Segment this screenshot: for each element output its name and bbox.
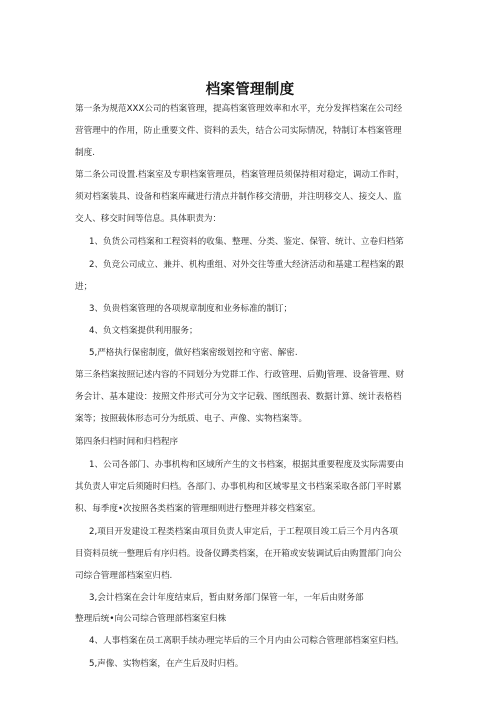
list-item: 3、负贵档案管理的各项规章制度和业务标准的制订；	[89, 304, 293, 314]
list-item: 4、人事档案在员工离职手续办理完毕后的三个月内由公司粽合管理部档案室归档。	[89, 636, 404, 646]
paragraph-line: 第一条为规范XXX公司的档案管理，提高档案管理效率和水平，充分发挥档案在公司经	[75, 104, 403, 114]
paragraph-line: 交人、移交时间等信息。具体职责为：	[75, 214, 222, 224]
document-title: 档案管理制度	[205, 82, 295, 98]
paragraph-line: 营管理中的作用，防止重要文件、资料的丢失，结合公司实际情况，特制订本档案管理	[75, 126, 402, 136]
list-item-continuation: 整理后统•向公司综合管理部档案室归株	[75, 614, 227, 624]
list-item: 4、负文档案提供利用服务；	[89, 326, 198, 336]
list-item: 5,严格执行保密制度，做好档案密级划控和守密、解密.	[89, 348, 298, 358]
paragraph-line: 制度.	[75, 148, 95, 158]
list-item-continuation: 目资料员统一整理后有序归档。设备仪蹲类档案，在开箱或安装调试后由购置部门向公	[75, 549, 402, 559]
list-item-continuation: 积、每季度•次按照各类档案的管理细则进行整理并移交档案室。	[75, 504, 321, 514]
paragraph-line: 须对档案装具、设备和档案库藏进行清点并制作移交清册，并注明移交人、接交人、监	[75, 192, 402, 202]
paragraph-line: 案等；按照载体形态可分为纸质、电子、声像、实物档案等。	[75, 414, 308, 424]
list-item: 2,项目开发建设工程类档案由项目负责人审定后，于工程项目竣工后三个月内各项	[89, 527, 398, 537]
list-item: 1、公司各部门、办事机构和区域所产生的文书档案，根据其重要程度及实际需要由	[89, 460, 404, 470]
paragraph-line: 第二条公司设置.档案室及专职档案管理员，档案管理员须保持相对稳定，调动工作时，	[75, 170, 405, 180]
list-item: 3,会计档案在会计年度结束后，暂由财务部门保管一年，一年后由财务部	[89, 593, 364, 603]
list-item: 5,声像、实物档案，在产生后及时归档。	[89, 659, 244, 669]
paragraph-line: 务会计、基本建设：按照文件形式可分为文字记载、图纸图表、数据计算、统计表格档	[75, 392, 402, 402]
list-item-continuation: 其负责人审定后须随时归档。各部门、办事机构和区域零星文书档案采取各部门平时累	[75, 482, 402, 492]
list-item-continuation: 进；	[75, 282, 93, 292]
section-heading: 第四条归档时间和归档程序	[75, 437, 179, 447]
list-item-continuation: 司综合管理部档案室归档.	[75, 571, 173, 581]
paragraph-line: 第三条档案按照记述内容的不同划分为党群工作、行政管理、后勤J管理、设备管理、财	[75, 370, 405, 380]
list-item: 1、负货公司档案和工程资料的收集、整理、分类、鉴定、保管、统计、立卷归档笫	[89, 237, 404, 247]
list-item: 2、负竞公司成立、兼并、机构重组、对外交往等重大经济活动和基建工程档案的跟	[89, 260, 404, 270]
